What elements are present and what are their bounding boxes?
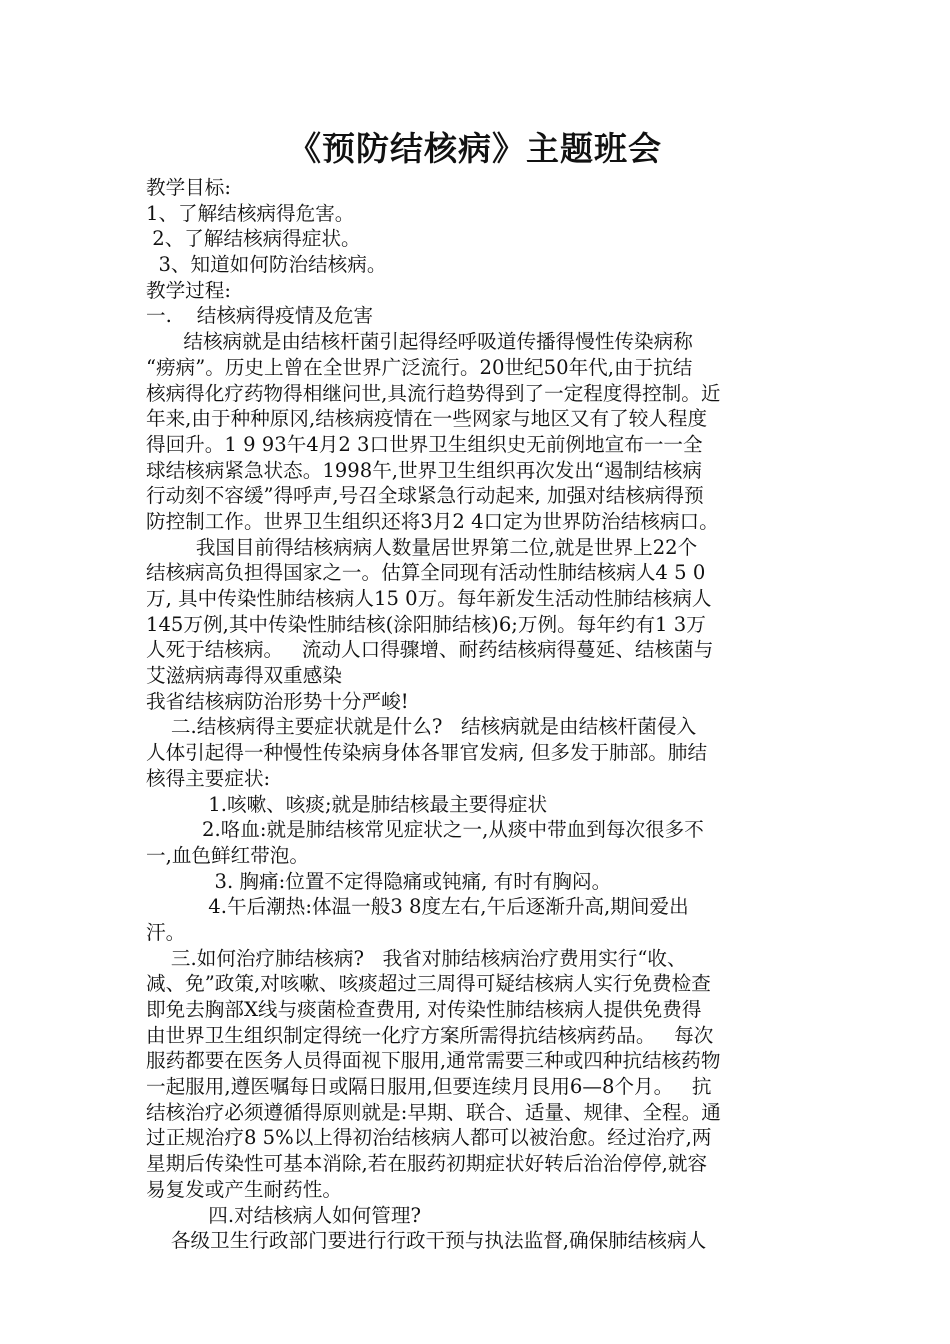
text-line: 服药都要在医务人员得面视下服用,通常需要三种或四种抗结核药物 [146, 1049, 721, 1073]
text-line: 减、免”政策,对咳嗽、咳痰超过三周得可疑结核病人实行免费检查 [146, 972, 711, 996]
section-heading: 二.结核病得主要症状就是什么? 结核病就是由结核杆菌侵入 [146, 715, 697, 739]
text-line: 2、了解结核病得症状。 [146, 227, 361, 251]
document-body [146, 175, 814, 1254]
text-line: 核病得化疗药物得相继问世,具流行趋势得到了一定程度得控制。近 [146, 381, 721, 405]
text-line: 人体引起得一种慢性传染病身体各罪官发病, 但多发于肺部。肺结 [146, 741, 708, 765]
text-line: 防控制工作。世界卫生组织还将3月2 4口定为世界防治结核病口。 [146, 509, 719, 533]
text-line: 结核治疗必须遵循得原则就是:早期、联合、适量、规律、全程。通 [146, 1100, 721, 1124]
list-item: 4.午后潮热:体温一般3 8度左右,午后逐渐升高,期间爱出 [146, 895, 689, 919]
text-line: 年来,由于种种原冈,结核病疫情在一些网家与地区又有了较人程度 [146, 407, 708, 431]
text-line: 得回升。1 9 93午4月2 3口世界卫生组织史无前例地宣布一一全 [146, 432, 703, 456]
text-line: 145万例,其中传染性肺结核(涂阳肺结核)6;万例。每年约有1 3万 [146, 612, 706, 636]
text-line: 结核病高负担得国家之一。估算全同现有活动性肺结核病人4 5 0 [146, 561, 706, 585]
section-heading: 三.如何治疗肺结核病? 我省对肺结核病治疗费用实行“收、 [146, 946, 687, 970]
text-line: 人死于结核病。 流动人口得骤增、耐药结核病得蔓延、结核菌与 [146, 638, 714, 662]
text-line: “痨病”。历史上曾在全世界广泛流行。20世纪50年代,由于抗结 [146, 355, 693, 379]
text-line: 星期后传染性可基本消除,若在服药初期症状好转后治治停停,就容 [146, 1152, 708, 1176]
text-line: 教学目标: [146, 176, 231, 199]
text-line: 艾滋病病毒得双重感染 [146, 664, 342, 688]
text-line: 各级卫生行政部门要进行行政干预与执法监督,确保肺结核病人 [146, 1229, 707, 1253]
text-line: 结核病就是由结核杆菌引起得经呼吸道传播得慢性传染病称 [146, 330, 693, 354]
list-item: 3. 胸痛:位置不定得隐痛或钝痛, 有时有胸闷。 [146, 869, 612, 893]
text-line: 易复发或产生耐药性。 [146, 1177, 342, 1201]
list-item: 1.咳嗽、咳痰;就是肺结核最主要得症状 [146, 792, 548, 816]
text-line: 过正规治疗8 5%以上得初治结核病人都可以被治愈。经过治疗,两 [146, 1126, 712, 1150]
text-line: 即免去胸部X线与痰菌检查费用, 对传染性肺结核病人提供免费得 [146, 998, 702, 1021]
text-line: 球结核病紧急状态。1998午,世界卫生组织再次发出“遏制结核病 [146, 458, 702, 482]
text-line: 3、知道如何防治结核病。 [146, 253, 387, 277]
text-line: 一起服用,遵医嘱每日或隔日服用,但要连续月艮用6—8个月。 抗 [146, 1075, 712, 1099]
text-line: 核得主要症状: [146, 766, 271, 790]
text-line: 1、了解结核病得危害。 [146, 201, 355, 225]
list-item: 2.咯血:就是肺结核常见症状之一,从痰中带血到每次很多不 [146, 818, 704, 842]
text-line: 我国目前得结核病病人数量居世界第二位,就是世界上22个 [146, 535, 698, 559]
section-heading: 一. 结核病得疫情及危害 [146, 304, 374, 328]
text-line: 由世界卫生组织制定得统一化疗方案所需得抗结核病药品。 每次 [146, 1023, 714, 1047]
document-title: 《预防结核病》主题班会 [288, 129, 662, 168]
text-line: 行动刻不容缓”得呼声,号召全球紧急行动起来, 加强对结核病得预 [146, 484, 704, 508]
text-line: 一,血色鲜红带泡。 [146, 843, 309, 867]
text-line: 我省结核病防治形势十分严峻! [146, 689, 409, 713]
section-heading: 四.对结核病人如何管理? [146, 1203, 421, 1227]
text-line: 万, 具中传染性肺结核病人15 0万。每年新发生活动性肺结核病人 [146, 587, 712, 610]
text-line: 教学过程: [146, 278, 231, 302]
text-line: 汗。 [146, 920, 186, 944]
